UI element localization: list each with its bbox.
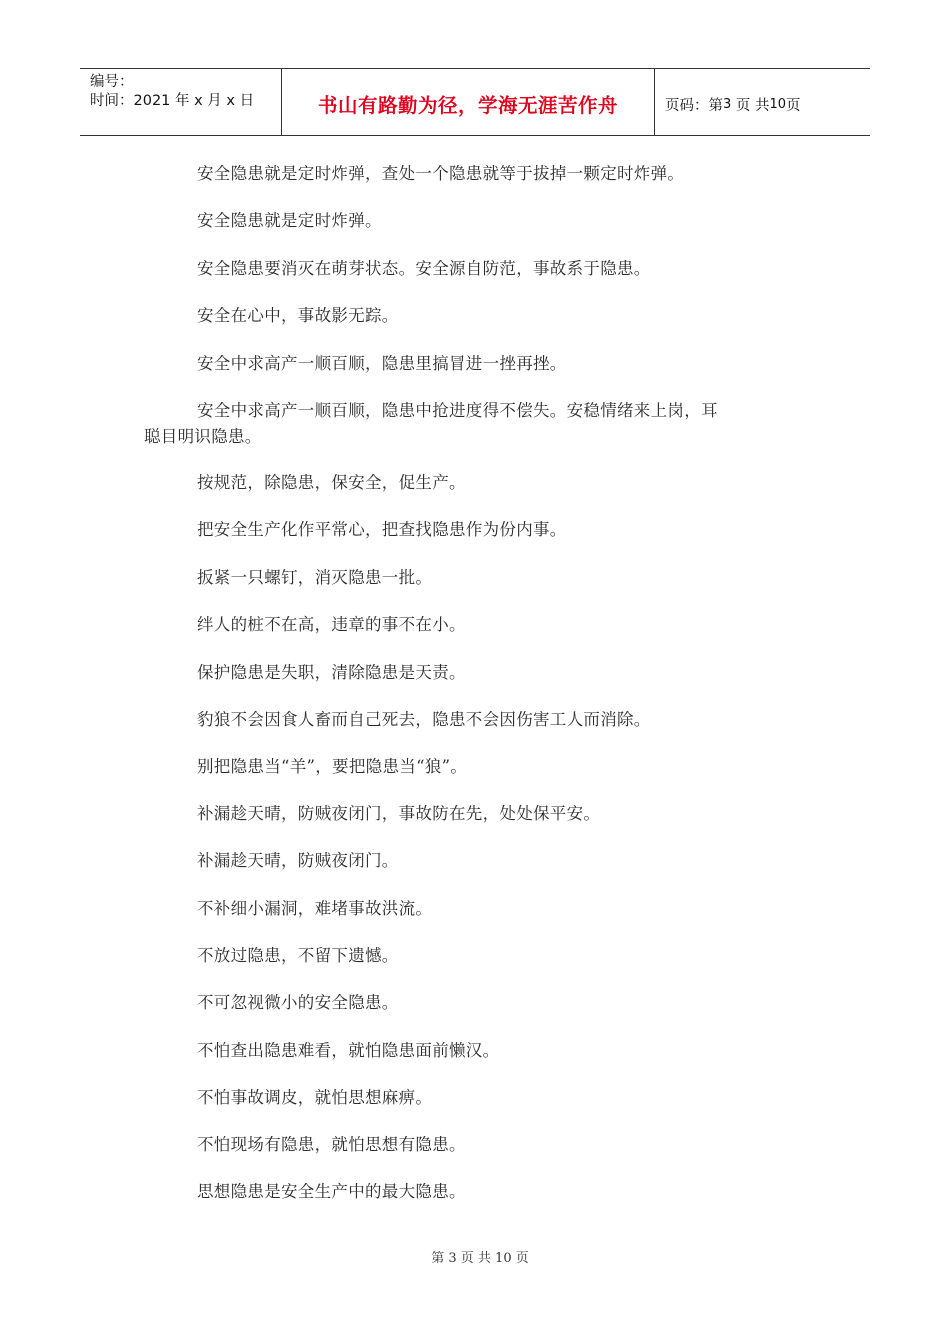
text-line: 不怕现场有隐患，就怕思想有隐患。 — [197, 1135, 466, 1154]
date-label: 时间：2021 年 x 月 x 日 — [90, 93, 255, 109]
text-line: 扳紧一只螺钉，消灭隐患一批。 — [197, 568, 433, 587]
text-line: 不怕查出隐患难看，就怕隐患面前懒汉。 — [197, 1041, 500, 1060]
text-line: 不补细小漏洞，难堵事故洪流。 — [197, 899, 433, 918]
page-label-middle: 页 共 — [735, 97, 770, 114]
page-label-prefix: 页码：第 — [665, 97, 723, 114]
page-header — [80, 68, 870, 136]
text-line: 别把隐患当“羊”，要把隐患当“狼”。 — [197, 757, 468, 776]
page-footer: 第 3 页 共 10 页 — [431, 1251, 529, 1266]
page-label-suffix: 页 — [786, 97, 801, 114]
text-line: 豹狼不会因食人畜而自己死去，隐患不会因伤害工人而消除。 — [197, 710, 651, 729]
text-line: 安全隐患就是定时炸弹。 — [197, 211, 382, 230]
text-line: 不放过隐患，不留下遗憾。 — [197, 946, 399, 965]
page-total: 10 — [769, 96, 787, 112]
header-page-cell — [655, 69, 870, 135]
code-label: 编号： — [90, 74, 134, 90]
text-line: 安全在心中，事故影无踪。 — [197, 306, 399, 325]
motto-text: 书山有路勤为径，学海无涯苦作舟 — [317, 94, 618, 117]
page-current: 3 — [723, 96, 732, 112]
text-line: 不怕事故调皮，就怕思想麻痹。 — [197, 1088, 433, 1107]
text-line: 把安全生产化作平常心，把查找隐患作为份内事。 — [197, 520, 567, 539]
header-meta-cell — [80, 69, 282, 135]
text-line: 不可忽视微小的安全隐患。 — [197, 993, 399, 1012]
text-line: 按规范，除隐患，保安全，促生产。 — [197, 473, 466, 492]
text-line: 安全隐患就是定时炸弹，查处一个隐患就等于拔掉一颗定时炸弹。 — [197, 164, 685, 183]
text-line: 安全隐患要消灭在萌芽状态。安全源自防范，事故系于隐患。 — [197, 259, 651, 278]
header-motto-cell — [282, 69, 655, 135]
text-line: 绊人的桩不在高，违章的事不在小。 — [197, 615, 466, 634]
text-line: 保护隐患是失职，清除隐患是天责。 — [197, 663, 466, 682]
text-line: 补漏趁天晴，防贼夜闭门，事故防在先，处处保平安。 — [197, 804, 601, 823]
text-line: 补漏趁天晴，防贼夜闭门。 — [197, 851, 399, 870]
text-line: 安全中求高产一顺百顺，隐患里搞冒进一挫再挫。 — [197, 354, 567, 373]
text-line-continuation: 聪目明识隐患。 — [144, 427, 262, 446]
text-line: 安全中求高产一顺百顺，隐患中抢进度得不偿失。安稳情绪来上岗，耳 — [197, 401, 718, 420]
text-line: 思想隐患是安全生产中的最大隐患。 — [197, 1182, 466, 1201]
